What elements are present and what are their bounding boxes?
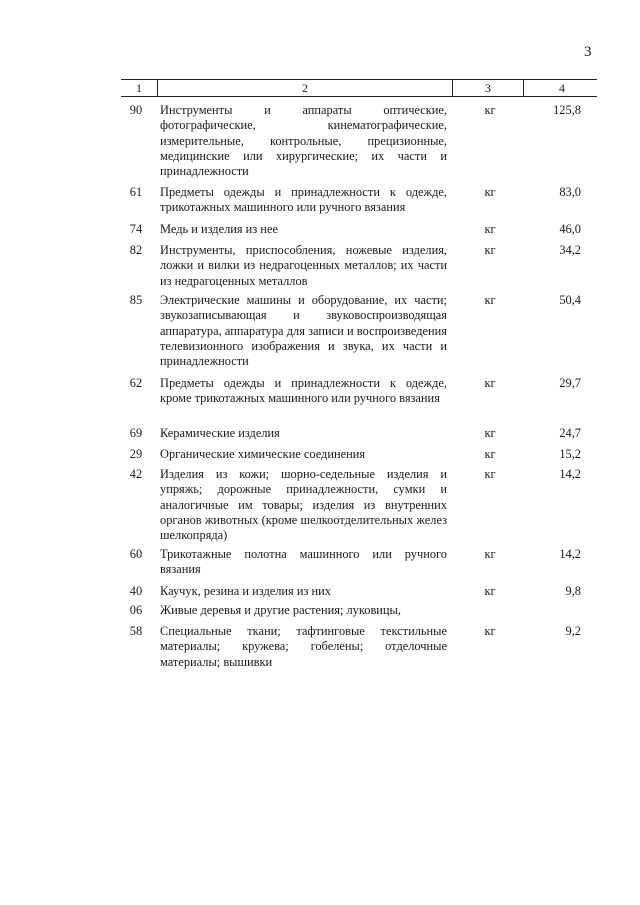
row-code: 29 [129, 447, 143, 461]
goods-table [121, 79, 597, 669]
row-description: Электрические машины и оборудование, их части; звукозаписывающая и звуковоспроизводящая аппаратура, аппаратура для записи и воспроизведения телевизионного изображения и звука, их части и принадлежности [160, 293, 447, 369]
row-code: 61 [129, 185, 143, 199]
row-unit: кг [484, 584, 496, 598]
row-description: Медь и изделия из нее [160, 222, 278, 236]
row-value: 14,2 [559, 467, 581, 481]
header-col-4: 4 [559, 81, 565, 95]
row-value: 9,2 [565, 624, 581, 638]
row-description: Специальные ткани; тафтинговые текстильные материалы; кружева; гобелены; отделочные материалы; вышивки [160, 624, 447, 669]
row-unit: кг [484, 103, 496, 117]
row-description: Керамические изделия [160, 426, 280, 440]
row-unit: кг [484, 222, 496, 236]
row-unit: кг [484, 376, 496, 390]
row-unit: кг [484, 293, 496, 307]
row-code: 58 [129, 624, 143, 638]
row-value: 125,8 [553, 103, 581, 117]
row-description: Инструменты и аппараты оптические, фотографические, кинематографические, измерительные, контрольные, прецизионные, медицинские или хирургические; их части и принадлежности [160, 103, 447, 179]
row-unit: кг [484, 426, 496, 440]
row-code: 74 [129, 222, 143, 236]
row-code: 82 [129, 243, 143, 257]
table-header [121, 79, 597, 97]
row-description: Живые деревья и другие растения; луковицы, [160, 603, 401, 617]
row-code: 85 [129, 293, 143, 307]
header-col-3: 3 [453, 80, 524, 96]
row-value: 50,4 [559, 293, 581, 307]
row-description: Каучук, резина и изделия из них [160, 584, 331, 598]
row-description: Инструменты, приспособления, ножевые изделия, ложки и вилки из недрагоценных металлов; их части из недрагоценных металлов [160, 243, 447, 288]
page-number: 3 [584, 44, 592, 60]
row-description: Изделия из кожи; шорно-седельные изделия и упряжь; дорожные принадлежности, сумки и аналогичные им товары; изделия из внутренних органов животных (кроме шелкоотделительных желез шелкопряда) [160, 467, 447, 543]
row-value: 46,0 [559, 222, 581, 236]
row-code: 06 [129, 603, 143, 617]
row-code: 42 [129, 467, 143, 481]
row-code: 90 [129, 103, 143, 117]
row-value: 34,2 [559, 243, 581, 257]
row-description: Трикотажные полотна машинного или ручного вязания [160, 547, 447, 577]
row-description: Предметы одежды и принадлежности к одежде, кроме трикотажных машинного или ручного вязания [160, 376, 447, 406]
row-value: 29,7 [559, 376, 581, 390]
row-unit: кг [484, 243, 496, 257]
row-value: 83,0 [559, 185, 581, 199]
header-col-1: 1 [121, 80, 158, 96]
header-col-2: 2 [158, 80, 453, 96]
row-code: 69 [129, 426, 143, 440]
row-unit: кг [484, 185, 496, 199]
row-description: Предметы одежды и принадлежности к одежде, трикотажных машинного или ручного вязания [160, 185, 447, 215]
row-unit: кг [484, 467, 496, 481]
row-code: 62 [129, 376, 143, 390]
row-description: Органические химические соединения [160, 447, 366, 461]
row-unit: кг [484, 547, 496, 561]
row-value: 24,7 [559, 426, 581, 440]
row-code: 40 [129, 584, 143, 598]
row-value: 9,8 [565, 584, 581, 598]
row-unit: кг [484, 624, 496, 638]
row-value: 14,2 [559, 547, 581, 561]
row-value: 15,2 [559, 447, 581, 461]
row-code: 60 [129, 547, 143, 561]
row-unit: кг [484, 447, 496, 461]
